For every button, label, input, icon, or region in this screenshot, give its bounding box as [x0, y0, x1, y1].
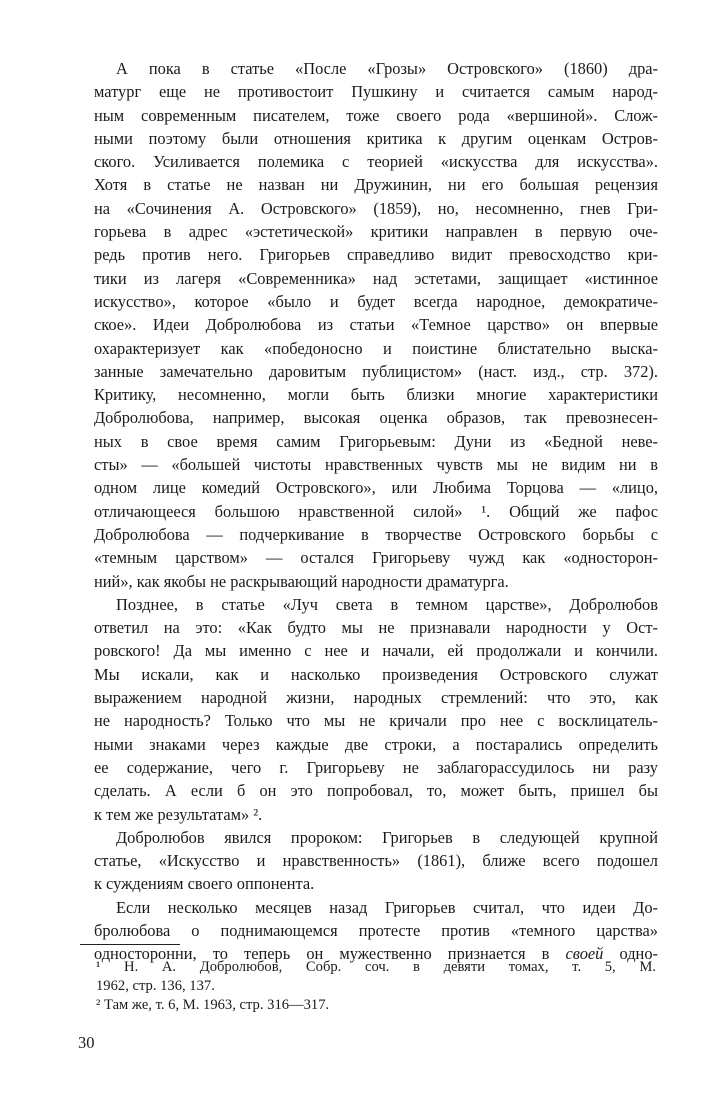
- text-line: редь против него. Григорьев справедливо видит превосходство кри-: [94, 245, 658, 265]
- text-line: А пока в статье «После «Грозы» Островского» (1860) дра-: [116, 59, 658, 78]
- text-line: к суждениям своего оппонента.: [94, 874, 315, 894]
- page-number: 30: [78, 1033, 95, 1052]
- text-line: ее содержание, чего г. Григорьеву не заблагорассудилось ни разу: [94, 757, 658, 777]
- text-line: на «Сочинения А. Островского» (1859), но, несомненно, гнев Гри-: [94, 198, 658, 218]
- text-fragment: одно-: [619, 944, 658, 964]
- text-line: отличающееся большою нравственной силой» ¹. Общий же пафос: [94, 501, 658, 521]
- text-line: Добролюбова — подчеркивание в творчестве Островского борьбы с: [94, 524, 658, 544]
- footnote-line: 1962, стр. 136, 137.: [96, 978, 215, 994]
- footnote-separator: [80, 944, 180, 945]
- text-line: бролюбова о поднимающемся протесте против «темного царства»: [94, 920, 658, 940]
- text-line: не народность? Только что мы не кричали про нее с восклицатель-: [94, 711, 658, 731]
- text-line: ний», как якобы не раскрывающий народности драматурга.: [94, 571, 509, 591]
- text-line: ского. Усиливается полемика с теорией «искусства для искусства».: [94, 152, 658, 172]
- text-line: статье, «Искусство и нравственность» (1861), ближе всего подошел: [94, 851, 658, 871]
- text-line: Мы искали, как и насколько произведения Островского служат: [94, 664, 658, 684]
- text-line: ными поэтому были отношения критика к другим оценкам Остров-: [94, 128, 658, 148]
- text-line: Позднее, в статье «Луч света в темном царстве», Добролюбов: [116, 594, 658, 614]
- text-line: искусство», которое «было и будет всегда народное, демократиче-: [94, 291, 658, 311]
- footnote-line: ¹ Н. А. Добролюбов, Собр. соч. в девяти томах, т. 5, М.: [96, 959, 656, 975]
- text-line: ным современным писателем, тоже своего рода «вершиной». Слож-: [94, 105, 658, 125]
- text-line: охарактеризует как «победоносно и поистине блистательно выска-: [94, 338, 658, 358]
- text-line: ское». Идеи Добролюбова из статьи «Темное царство» он впервые: [94, 315, 658, 335]
- main-text: [94, 57, 658, 966]
- text-line: выражением народной жизни, народных стремлений: что это, как: [94, 688, 658, 708]
- text-line: Если несколько месяцев назад Григорьев считал, что идеи До-: [116, 897, 658, 917]
- text-line: горьева в адрес «эстетической» критики направлен в первую оче-: [94, 222, 658, 242]
- text-line: матург еще не противостоит Пушкину и считается самым народ-: [94, 82, 658, 102]
- text-line: ровского! Да мы именно с нее и начали, ей продолжали и кончили.: [94, 641, 658, 661]
- text-line: одном лице комедий Островского», или Любима Торцова — «лицо,: [94, 478, 658, 498]
- text-line: сты» — «большей чистоты нравственных чувств мы не видим ни в: [94, 455, 658, 475]
- text-fragment: односторонни, то теперь он мужественно признается в: [94, 944, 550, 964]
- text-line: ных в свое время самим Григорьевым: Дуни из «Бедной неве-: [94, 431, 658, 451]
- footnotes: [96, 958, 656, 1015]
- emphasis-text: своей: [565, 944, 604, 964]
- text-line: тики из лагеря «Современника» над эстетами, защищает «истинное: [94, 268, 658, 288]
- text-line: ными знаками через каждые две строки, а постарались определить: [94, 734, 658, 754]
- footnote-line: ² Там же, т. 6, М. 1963, стр. 316—317.: [96, 997, 330, 1013]
- text-line: Добролюбов явился пророком: Григорьев в следующей крупной: [116, 827, 658, 847]
- text-line: занные замечательно даровитым публицистом» (наст. изд., стр. 372).: [94, 361, 658, 381]
- text-line: Критику, несомненно, могли быть близки многие характеристики: [94, 385, 658, 405]
- text-line: Хотя в статье не назван ни Дружинин, ни его большая рецензия: [94, 175, 658, 195]
- text-line: «темным царством» — остался Григорьеву чужд как «односторон-: [94, 548, 658, 568]
- text-line: ответил на это: «Как будто мы не признавали народности у Ост-: [94, 618, 658, 638]
- text-line: Добролюбова, например, высокая оценка образов, так превознесен-: [94, 408, 658, 428]
- text-line: к тем же результатам» ².: [94, 804, 263, 824]
- text-line: сделать. А если б он это попробовал, то, может быть, пришел бы: [94, 781, 658, 801]
